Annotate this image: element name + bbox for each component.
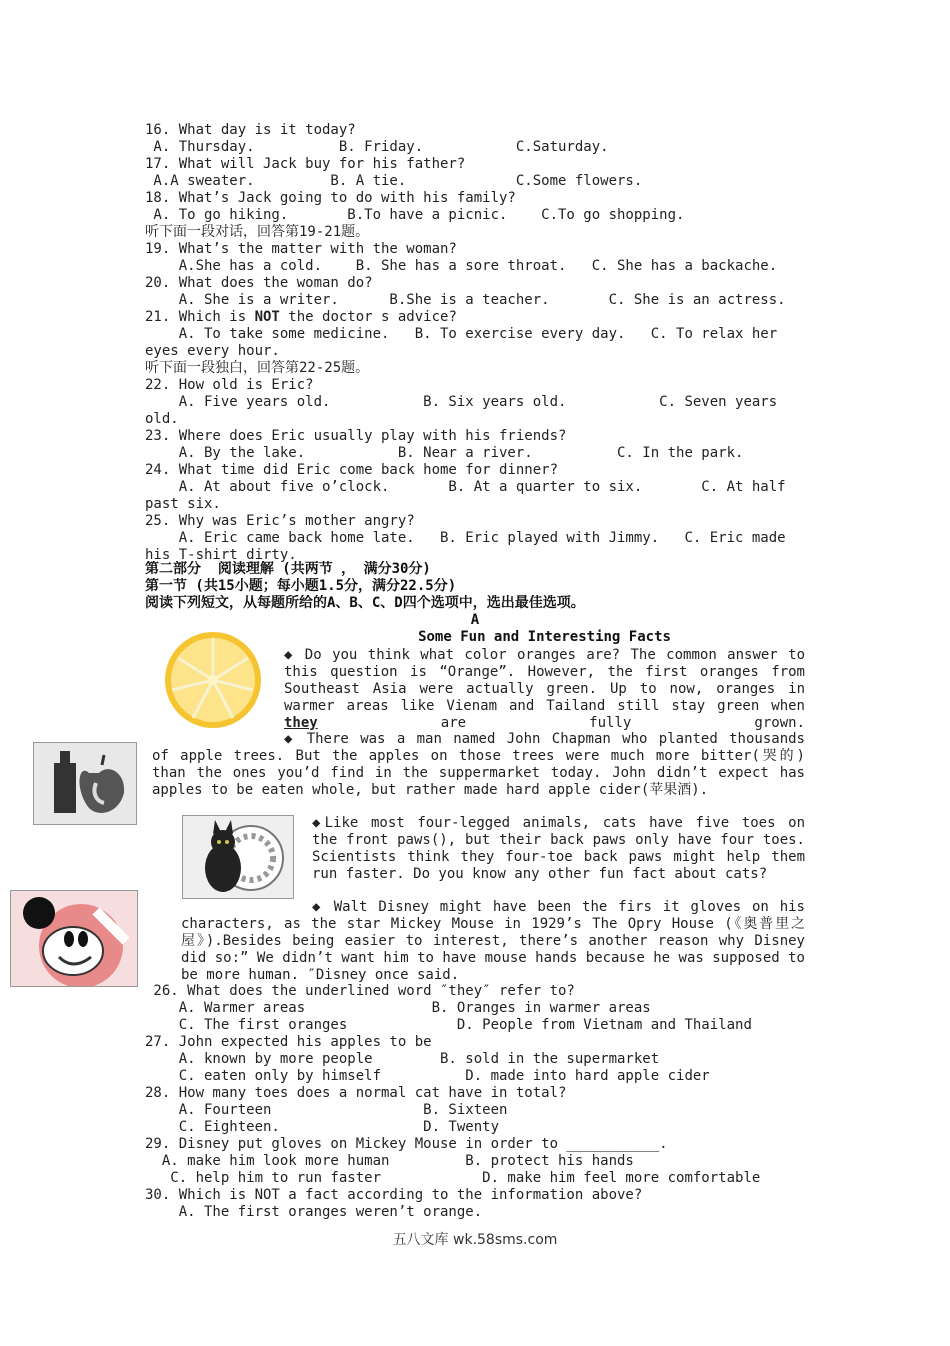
text-line: old.	[145, 411, 179, 427]
apple-cider-image	[33, 742, 137, 825]
question-line: C. eaten only by himself D. made into hard apple cider	[145, 1068, 710, 1084]
question-line: A. make him look more human B. protect his hands	[145, 1153, 634, 1169]
question-line: 27. John expected his apples to be	[145, 1034, 432, 1050]
question-line: 28. How many toes does a normal cat have in total?	[145, 1085, 567, 1101]
reading-instructions: 阅读下列短文，从每题所给的A、B、C、D四个选项中，选出最佳选项。	[145, 595, 585, 611]
passage-line: Southeast Asia were actually green. Up to now, oranges in	[284, 681, 805, 697]
passage-line: Scientists think they four-toe back paws might help them	[312, 849, 805, 865]
text-line: A. To go hiking. B.To have a picnic. C.To go shopping.	[145, 207, 685, 223]
passage-line: 屋》).Besides being easier to interest, there’s another reason why Disney	[181, 933, 805, 949]
text-line: 听下面一段对话，回答第19-21题。	[145, 224, 370, 240]
question-line: C. The first oranges D. People from Vietnam and Thailand	[145, 1017, 752, 1033]
passage-line: ◆Like most four-legged animals, cats have five toes on	[312, 815, 805, 831]
passage-letter: A	[470, 612, 480, 628]
question-line: A. The first oranges weren’t orange.	[145, 1204, 483, 1220]
text-line: A. Thursday. B. Friday. C.Saturday.	[145, 139, 609, 155]
text-line: A. To take some medicine. B. To exercise every day. C. To relax her	[145, 326, 778, 342]
question-line: 30. Which is NOT a fact according to the information above?	[145, 1187, 643, 1203]
text-line: 18. What’s Jack going to do with his family?	[145, 190, 516, 206]
passage-line: the front paws(), but their back paws only have four toes.	[312, 832, 805, 848]
cat-image	[182, 815, 294, 899]
orange-slice-image	[158, 628, 268, 732]
text-line: A. By the lake. B. Near a river. C. In the park.	[145, 445, 744, 461]
passage-line: apples to be eaten whole, but rather made hard apple cider(苹果酒).	[152, 782, 709, 798]
text-line: A. Eric came back home late. B. Eric played with Jimmy. C. Eric made	[145, 530, 786, 546]
footer-watermark: 五八文库 wk.58sms.com	[392, 1232, 558, 1248]
section1-subtitle: 第一节 (共15小题；每小题1.5分，满分22.5分)	[145, 578, 457, 594]
text-line: 21. Which is NOT the doctor s advice?	[145, 309, 457, 325]
text-line: 23. Where does Eric usually play with his friends?	[145, 428, 567, 444]
underlined-word: they	[284, 715, 318, 731]
question-line: C. Eighteen. D. Twenty	[145, 1119, 500, 1135]
text-line: eyes every hour.	[145, 343, 280, 359]
text-line: 22. How old is Eric?	[145, 377, 314, 393]
passage-line: run faster. Do you know any other fun fact about cats?	[312, 866, 768, 882]
text-line: A. Five years old. B. Six years old. C. Seven years	[145, 394, 778, 410]
passage-line: warmer areas like Vienam and Tailand still stay green when	[284, 698, 805, 714]
question-line: 29. Disney put gloves on Mickey Mouse in order to ___________.	[145, 1136, 668, 1152]
passage-line: be more human. ″Disney once said.	[181, 967, 460, 983]
passage-line: than the ones you’d find in the suppermarket today. John didn’t expect has	[152, 765, 805, 781]
passage-line: ◆ Do you think what color oranges are? The common answer to	[284, 647, 805, 663]
text-line: his T-shirt dirty.	[145, 547, 297, 563]
text-line: past six.	[145, 496, 221, 512]
text-line: 17. What will Jack buy for his father?	[145, 156, 466, 172]
text-line: A. She is a writer. B.She is a teacher. C. She is an actress.	[145, 292, 786, 308]
text-line: 25. Why was Eric’s mother angry?	[145, 513, 415, 529]
passage-line: characters, as the star Mickey Mouse in 1929’s The Opry House (《奥普里之	[181, 916, 805, 932]
passage-line: did so:” We didn’t want him to have mouse hands because he was supposed to	[181, 950, 805, 966]
passage-line: they are fully grown.	[284, 715, 805, 731]
text-line: 16. What day is it today?	[145, 122, 356, 138]
text-line: A.She has a cold. B. She has a sore throat. C. She has a backache.	[145, 258, 778, 274]
passage-title: Some Fun and Interesting Facts	[418, 629, 671, 645]
question-line: A. Warmer areas B. Oranges in warmer areas	[145, 1000, 651, 1016]
text-line: 20. What does the woman do?	[145, 275, 373, 291]
passage-line: this question is “Orange”. However, the first oranges from	[284, 664, 805, 680]
passage-line: ◆ There was a man named John Chapman who planted thousands	[284, 731, 805, 747]
text-line: 24. What time did Eric come back home for dinner?	[145, 462, 559, 478]
text-line: A. At about five o’clock. B. At a quarter to six. C. At half	[145, 479, 786, 495]
part2-title: 第二部分 阅读理解 (共两节 ， 满分30分)	[145, 561, 431, 577]
question-line: A. Fourteen B. Sixteen	[145, 1102, 508, 1118]
mickey-mouse-image	[10, 890, 138, 987]
question-line: A. known by more people B. sold in the supermarket	[145, 1051, 660, 1067]
text-line: 19. What’s the matter with the woman?	[145, 241, 457, 257]
question-line: 26. What does the underlined word ″they″ refer to?	[145, 983, 575, 999]
text-line: 听下面一段独白，回答第22-25题。	[145, 360, 370, 376]
question-line: C. help him to run faster D. make him feel more comfortable	[145, 1170, 761, 1186]
passage-line: of apple trees. But the apples on those trees were much more bitter(哭的)	[152, 748, 805, 764]
text-line: A.A sweater. B. A tie. C.Some flowers.	[145, 173, 643, 189]
passage-line: ◆ Walt Disney might have been the firs it gloves on his	[312, 899, 805, 915]
